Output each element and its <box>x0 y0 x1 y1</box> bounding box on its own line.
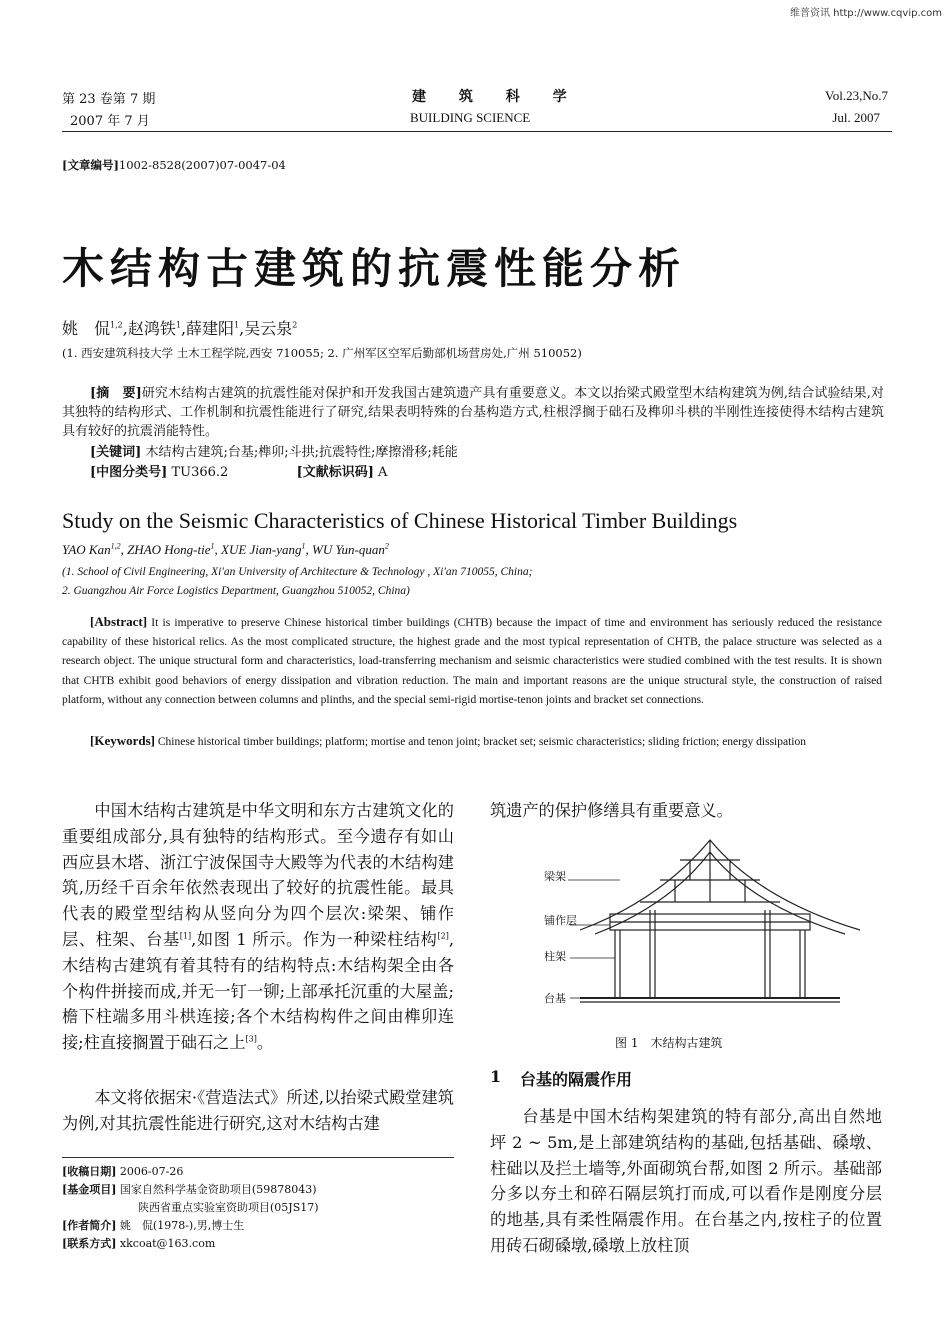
figure-1-caption: 图 1 木结构古建筑 <box>615 1036 723 1050</box>
article-number: [文章编号]1002-8528(2007)07-0047-04 <box>62 158 286 172</box>
watermark: 维普资讯 http://www.cqvip.com <box>789 8 942 19</box>
keywords-zh: [关键词] 木结构古建筑;台基;榫卯;斗拱;抗震特性;摩擦滑移;耗能 <box>90 445 458 460</box>
header-journal-en: BUILDING SCIENCE <box>410 110 531 125</box>
header-journal-zh: 建 筑 科 学 <box>412 89 581 105</box>
header-volume-en: Vol.23,No.7 <box>825 88 888 103</box>
body-paragraph-2: 本文将依据宋·《营造法式》所述,以抬梁式殿堂建筑为例,对其抗震性能进行研究,这对木结构古建 <box>62 1088 454 1133</box>
classification: [中图分类号] TU366.2 [文献标识码] A <box>90 465 388 480</box>
footnote-fund: [基金项目] 国家自然科学基金资助项目(59878043) <box>62 1183 317 1196</box>
figure-label-beam-frame: 梁架 <box>544 870 566 883</box>
section-1-title: 台基的隔震作用 <box>520 1070 633 1089</box>
affiliation-en-1: (1. School of Civil Engineering, Xi'an University of Architecture & Technology , Xi'an 710055, China; <box>62 566 533 578</box>
figure-label-column-frame: 柱架 <box>544 950 566 963</box>
figure-1 <box>540 830 880 1020</box>
figure-label-bracket-layer: 铺作层 <box>544 914 577 927</box>
header-date-en: Jul. 2007 <box>832 110 880 125</box>
footnote-fund-2: 陕西省重点实验室资助项目(05JS17) <box>138 1201 319 1214</box>
affiliations-zh: (1. 西安建筑科技大学 土木工程学院,西安 710055; 2. 广州军区空军后勤部机场营房处,广州 510052) <box>62 346 582 360</box>
paper-title-en: Study on the Seismic Characteristics of Chinese Historical Timber Buildings <box>62 508 738 533</box>
footnote-author: [作者简介] 姚 侃(1978-),男,博士生 <box>62 1219 245 1232</box>
body-paragraph-1: 中国木结构古建筑是中华文明和东方古建筑文化的重要组成部分,具有独特的结构形式。至今遗存有如山西应县木塔、浙江宁波保国寺大殿等为代表的木结构建筑,历经千百余年依然表现出了较好的抗震性能。最具代表的殿堂型结构从竖向分为四个层次:梁架、铺作层、柱架、台基[1],如图 1 所示。作为一种梁柱结构[2],木结构古建筑有着其特有的结构特点:木结构架全由各个构件拼接而成,并无一钉一铆;上部承托沉重的大屋盖;檐下柱端多用斗栱连接;各个木结构构件之间由榫卯连接;柱直接搁置于础石之上[3]。 <box>62 801 454 1053</box>
footnote-contact: [联系方式] xkcoat@163.com <box>62 1237 216 1250</box>
footnotes <box>62 1163 454 1253</box>
section-1-number: 1 <box>490 1067 502 1086</box>
timber-building-drawing <box>540 830 880 1020</box>
keywords-en: [Keywords] Chinese historical timber buildings; platform; mortise and tenon joint; bracket set; seismic characteristics; sliding friction; energy dissipation <box>90 733 806 748</box>
paper-title-zh: 木结构古建筑的抗震性能分析 <box>62 244 687 293</box>
figure-label-platform: 台基 <box>544 992 566 1005</box>
header-date-zh: 2007 年 7 月 <box>70 114 150 129</box>
body-paragraph-2-continued: 筑遗产的保护修缮具有重要意义。 <box>490 801 733 820</box>
header-volume-zh: 第 23 卷第 7 期 <box>62 92 156 107</box>
footnote-received: [收稿日期] 2006-07-26 <box>62 1165 184 1178</box>
abstract-en: [Abstract] It is imperative to preserve Chinese historical timber buildings (CHTB) because the impact of time and environment has seriously reduced the resistance capability of these historical relics. As the most complicated structure, the highest grade and the most typical representation of CHTB, the palace structure was selected as a research object. The unique structural form and characteristics, load-transferring mechanism and seismic characteristics were studied combined with the test results. It is shown that CHTB exhibit good behaviors of energy dissipation and vibration reduction. The main and important reasons are the unique structural style, the construction of raised platform, without any connection between columns and plinths, and the special semi-rigid mortise-tenon joints and bracket set connections. <box>62 614 882 706</box>
body-paragraph-3: 台基是中国木结构架建筑的特有部分,高出自然地坪 2 ~ 5m,是上部建筑结构的基础,包括基础、磉墩、柱础以及拦土墙等,外面砌筑台帮,如图 2 所示。基础部分多以夯土和碎石隔层筑打而成,可以看作是刚度分层的地基,具有柔性隔震作用。在台基之内,按柱子的位置用砖石砌磉墩,磉墩上放柱顶 <box>490 1107 882 1255</box>
authors-zh: 姚 侃$^{1,2}$,赵鸿铁$^1$,薛建阳$^1$,吴云泉$^2$ <box>62 319 298 338</box>
header-rule <box>62 131 892 132</box>
footnote-rule <box>62 1157 454 1158</box>
abstract-zh: [摘 要]研究木结构古建筑的抗震性能对保护和开发我国古建筑遗产具有重要意义。本文以抬梁式殿堂型木结构建筑为例,结合试验结果,对其独特的结构形式、工作机制和抗震性能进行了研究,结果表明特殊的台基构造方式,柱根浮搁于础石及榫卯斗栱的半刚性连接使得木结构古建筑具有较好的抗震消能特性。 <box>62 386 884 439</box>
affiliation-en-2: 2. Guangzhou Air Force Logistics Department, Guangzhou 510052, China) <box>62 585 410 597</box>
authors-en: YAO Kan$^{1,2}$, ZHAO Hong-tie$^1$, XUE Jian-yang$^1$, WU Yun-quan$^2$ <box>62 541 389 557</box>
